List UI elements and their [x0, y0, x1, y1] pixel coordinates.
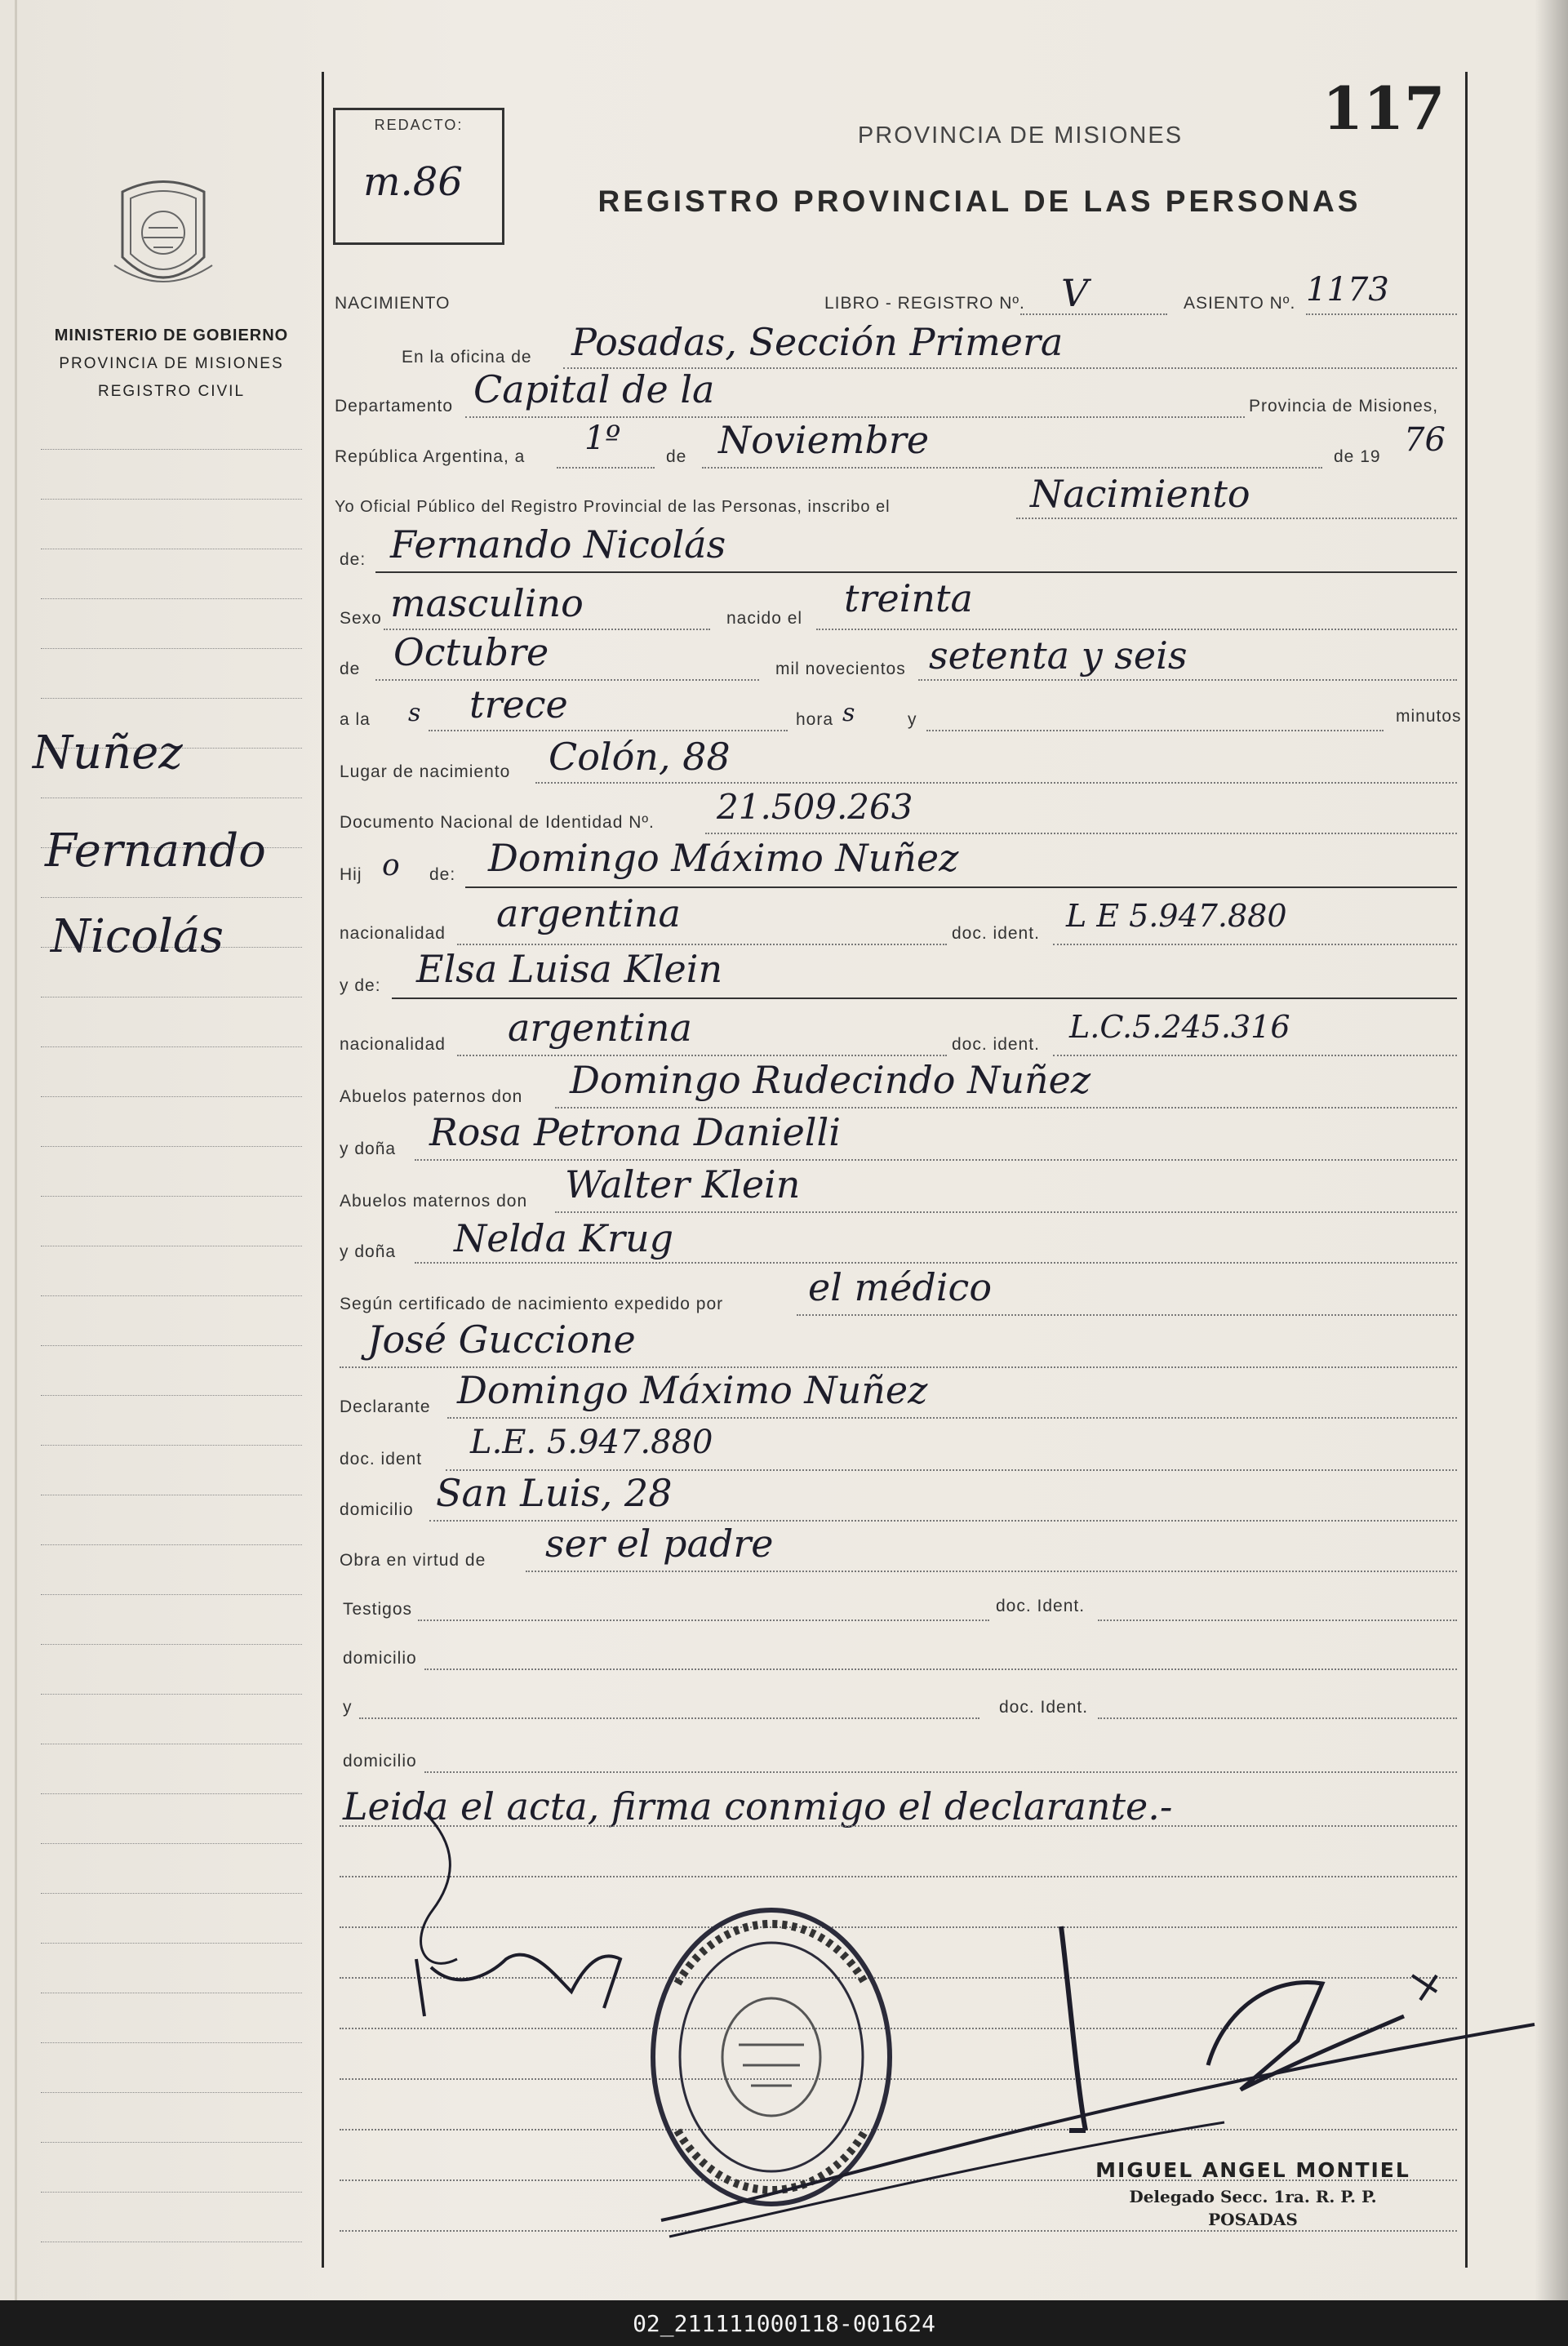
obra-label: Obra en virtud de	[340, 1551, 486, 1570]
minutos-label: minutos	[1396, 707, 1462, 726]
departamento-value: Capital de la	[473, 367, 715, 411]
nac2-value: argentina	[508, 1006, 692, 1050]
domicilio2-label: domicilio	[343, 1649, 417, 1668]
lugar-value: Colón, 88	[549, 735, 731, 779]
ydona1-label: y doña	[340, 1140, 397, 1158]
republica-label: República Argentina, a	[335, 447, 526, 466]
signer-city: POSADAS	[1208, 2210, 1298, 2229]
doc-ident2-label: doc. Ident.	[999, 1698, 1089, 1717]
abuela-pat-value: Rosa Petrona Danielli	[429, 1110, 841, 1154]
footer-bar	[0, 2300, 1568, 2346]
redacto-label: REDACTO:	[374, 117, 464, 133]
registry-title: REGISTRO PROVINCIAL DE LAS PERSONAS	[597, 184, 1361, 218]
declarante-label: Declarante	[340, 1397, 431, 1416]
abpat-value: Domingo Rudecindo Nuñez	[570, 1058, 1091, 1102]
nombre-label: de:	[340, 550, 366, 569]
docdecl-label: doc. ident	[340, 1450, 423, 1468]
lugar-label: Lugar de nacimiento	[340, 762, 511, 781]
nacido-value: treinta	[844, 576, 973, 620]
anio-prefix: de 19	[1334, 447, 1381, 466]
mes-nac-value: Octubre	[393, 630, 549, 674]
signer-title: Delegado Secc. 1ra. R. P. P.	[1129, 2187, 1377, 2206]
domicilio-value: San Luis, 28	[436, 1471, 673, 1515]
nacimiento-label: NACIMIENTO	[335, 294, 451, 313]
dni-label: Documento Nacional de Identidad Nº.	[340, 813, 655, 832]
certificado-label: Según certificado de nacimiento expedido por	[340, 1295, 724, 1313]
medico-value: José Guccione	[367, 1317, 636, 1362]
madre-value: Elsa Luisa Klein	[416, 947, 723, 991]
nac1-value: argentina	[496, 891, 681, 935]
redacto-initials: m.86	[363, 159, 463, 205]
domicilio-label: domicilio	[340, 1500, 414, 1519]
departamento-label: Departamento	[335, 397, 454, 415]
oficial-label: Yo Oficial Público del Registro Provincial de las Personas, inscribo el	[335, 498, 891, 516]
docdecl-value: L.E. 5.947.880	[470, 1424, 713, 1461]
horas-label: hora	[796, 710, 834, 729]
nombre-value: Fernando Nicolás	[390, 522, 726, 567]
margin-second-name: Nicolás	[51, 910, 224, 963]
ministry-line3: REGISTRO CIVIL	[97, 383, 246, 400]
de2-label: de	[340, 660, 361, 678]
signer-name: MIGUEL ANGEL MONTIEL	[1095, 2158, 1410, 2182]
mil-label: mil novecientos	[775, 660, 906, 678]
yde-label: y de:	[340, 976, 381, 995]
ydona2-label: y doña	[340, 1242, 397, 1261]
testigos-label: Testigos	[343, 1600, 413, 1619]
sexo-value: masculino	[390, 581, 584, 625]
oficina-label: En la oficina de	[402, 348, 532, 367]
docid2-value: L.C.5.245.316	[1069, 1009, 1290, 1045]
docid1-value: L E 5.947.880	[1066, 898, 1287, 934]
hora-value: trece	[469, 682, 568, 726]
signer-block	[1090, 2158, 1416, 2229]
y-label: y	[908, 710, 917, 729]
docid2-label: doc. ident.	[952, 1035, 1040, 1054]
folio-number: 117	[1322, 73, 1446, 143]
sexo-label: Sexo	[340, 609, 382, 628]
abpat-label: Abuelos paternos don	[340, 1087, 523, 1106]
obra-value: ser el padre	[545, 1522, 774, 1566]
libro-value: V	[1061, 271, 1089, 315]
oficina-value: Posadas, Sección Primera	[571, 320, 1064, 364]
abmat-value: Walter Klein	[565, 1162, 801, 1206]
hijo-o: o	[382, 849, 400, 882]
y2-label: y	[343, 1698, 353, 1717]
mil-value: setenta y seis	[929, 633, 1188, 678]
provincia-suffix: Provincia de Misiones,	[1249, 397, 1439, 415]
declarante-value: Domingo Máximo Nuñez	[457, 1368, 928, 1412]
nacido-label: nacido el	[726, 609, 803, 628]
page-edge-shadow	[1535, 0, 1568, 2300]
inscribo-value: Nacimiento	[1030, 472, 1250, 516]
nac1-label: nacionalidad	[340, 924, 446, 943]
horas-s: s	[842, 699, 855, 727]
docid1-label: doc. ident.	[952, 924, 1040, 943]
domicilio3-label: domicilio	[343, 1752, 417, 1771]
ministry-line2: PROVINCIA DE MISIONES	[59, 355, 284, 372]
alas-s: s	[408, 699, 421, 727]
abuela-mat-value: Nelda Krug	[454, 1216, 674, 1260]
dni-value: 21.509.263	[717, 787, 913, 827]
libro-label: LIBRO - REGISTRO Nº.	[824, 294, 1025, 313]
abmat-label: Abuelos maternos don	[340, 1192, 528, 1211]
nac2-label: nacionalidad	[340, 1035, 446, 1054]
doc-ident-label: doc. Ident.	[996, 1597, 1086, 1615]
certificado-value: el médico	[808, 1265, 993, 1309]
ministry-line1: MINISTERIO DE GOBIERNO	[54, 327, 289, 344]
hijo-label: Hij	[340, 865, 362, 884]
asiento-label: ASIENTO Nº.	[1184, 294, 1296, 313]
anio-value: 76	[1404, 421, 1446, 459]
hijo-de: de:	[429, 865, 456, 884]
asiento-value: 1173	[1306, 271, 1389, 309]
footer-id: 02_211111000118-001624	[633, 2310, 935, 2337]
padre-value: Domingo Máximo Nuñez	[488, 836, 959, 880]
alas-label: a la	[340, 710, 371, 729]
de-label: de	[666, 447, 687, 466]
dia-value: 1º	[584, 420, 621, 457]
margin-surname: Nuñez	[33, 726, 183, 780]
closing-statement: Leida el acta, firma conmigo el declarante.-	[343, 1784, 1173, 1828]
margin-first-name: Fernando	[45, 824, 266, 878]
mes-value: Noviembre	[718, 418, 930, 462]
province-title: PROVINCIA DE MISIONES	[857, 122, 1184, 149]
